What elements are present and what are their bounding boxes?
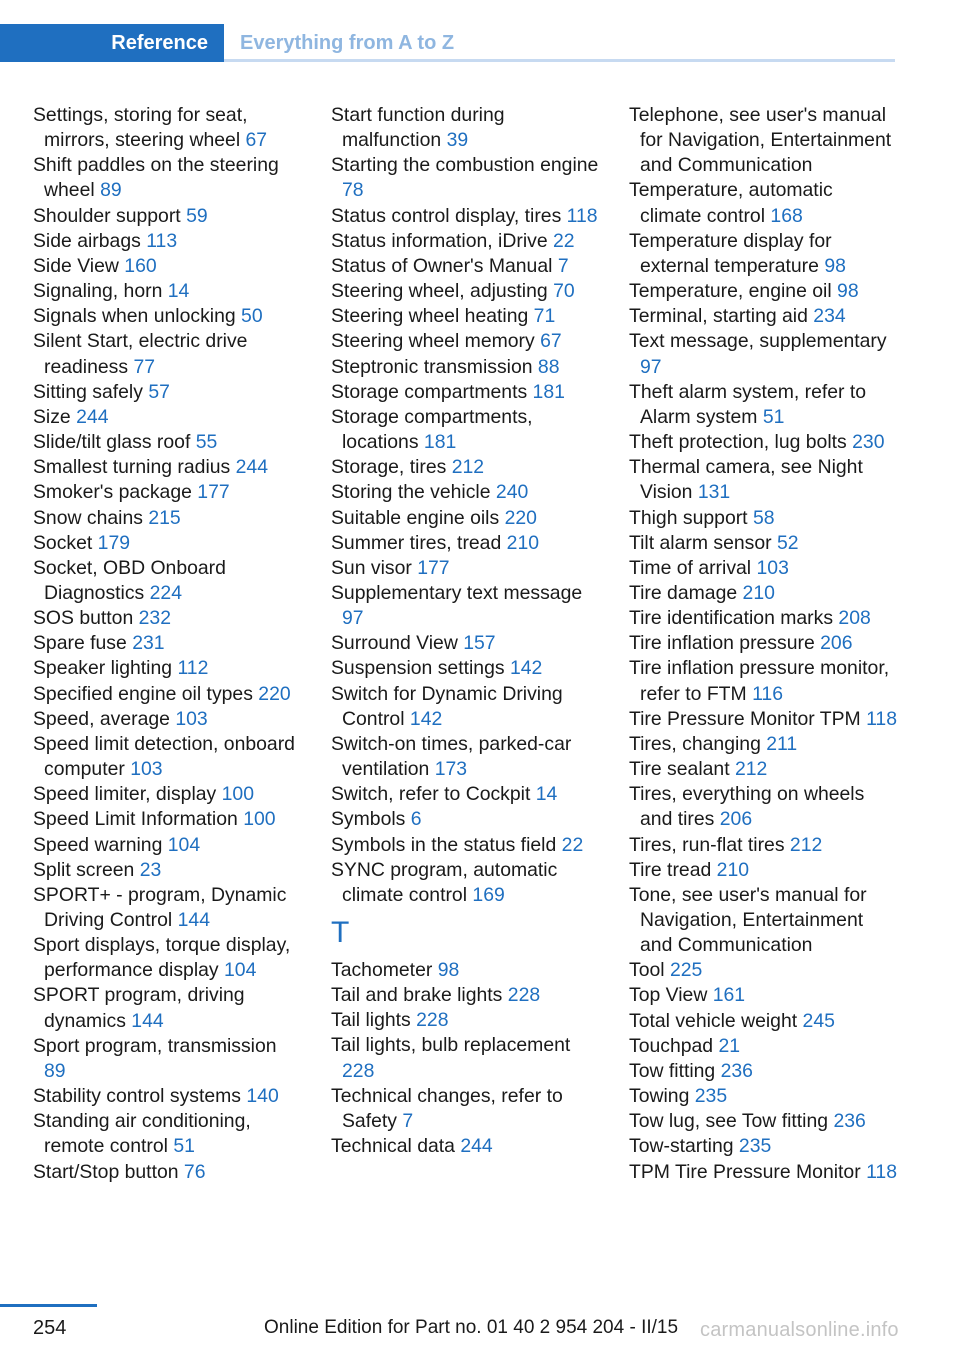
page-reference-link[interactable]: 77 xyxy=(133,355,156,378)
page-reference-link[interactable]: 21 xyxy=(718,1034,741,1057)
index-entry-text: Tire inflation pressure monitor, refer to FTM xyxy=(629,657,890,705)
index-entry xyxy=(331,1008,599,1033)
index-entry xyxy=(629,455,897,505)
page-reference-link[interactable]: 118 xyxy=(566,204,598,227)
index-entry xyxy=(331,1033,599,1083)
index-entry xyxy=(629,556,897,581)
index-entry xyxy=(331,480,599,505)
index-entry xyxy=(331,732,599,782)
page-reference-link[interactable]: 160 xyxy=(124,254,157,277)
index-entry-text: Sitting safely xyxy=(33,380,143,403)
page-reference-link[interactable]: 140 xyxy=(246,1085,279,1108)
index-entry xyxy=(331,506,599,531)
section-tab[interactable]: Reference xyxy=(0,24,224,62)
index-entry-text: Tone, see user's manual for Navigation, Entertainment and Communication xyxy=(629,883,867,957)
index-entry xyxy=(331,204,599,229)
index-entry xyxy=(629,279,897,304)
page-reference-link[interactable]: 240 xyxy=(495,481,529,504)
page-reference-link[interactable]: 212 xyxy=(789,833,823,856)
index-entry-text: Side View xyxy=(33,254,119,277)
index-entry xyxy=(629,531,897,556)
page-reference-link[interactable]: 98 xyxy=(437,959,460,981)
index-entry xyxy=(331,682,599,732)
page-reference-link[interactable]: 234 xyxy=(813,305,846,328)
index-entry-text: Spare fuse xyxy=(33,632,127,655)
page-reference-link[interactable]: 206 xyxy=(820,632,853,655)
index-entry xyxy=(331,455,599,480)
index-entry xyxy=(629,958,897,983)
index-entry xyxy=(629,707,897,732)
index-entry xyxy=(629,229,897,279)
index-entry-text: Symbols xyxy=(331,808,406,831)
page-reference-link[interactable]: 7 xyxy=(557,254,569,277)
index-entry-text: Supplementary text message xyxy=(331,581,583,604)
index-entry xyxy=(33,556,301,606)
page-reference-link[interactable]: 23 xyxy=(139,858,162,881)
page-reference-link[interactable]: 177 xyxy=(417,556,450,579)
page-reference-link[interactable]: 104 xyxy=(224,959,257,982)
page-reference-link[interactable]: 50 xyxy=(241,305,263,328)
page-reference-link[interactable]: 6 xyxy=(410,808,422,831)
page-reference-link[interactable]: 232 xyxy=(138,607,171,630)
index-entry-text: Settings, storing for seat, mirrors, steering wheel xyxy=(33,104,248,152)
index-entry xyxy=(331,279,599,304)
index-entry-text: Suitable engine oils xyxy=(331,506,500,529)
index-entry xyxy=(629,581,897,606)
page-reference-link[interactable]: 228 xyxy=(507,984,541,1007)
index-entry-text: Tow lug, see Tow fitting xyxy=(629,1110,829,1133)
page-reference-link[interactable]: 22 xyxy=(561,833,584,856)
index-entry xyxy=(331,556,599,581)
page-reference-link[interactable]: 52 xyxy=(776,531,799,554)
index-entry xyxy=(33,606,301,631)
index-entry xyxy=(331,531,599,556)
index-entry xyxy=(33,304,301,329)
index-entry xyxy=(33,807,301,832)
page-header xyxy=(0,24,895,62)
page-reference-link[interactable]: 89 xyxy=(44,1059,66,1082)
page-reference-link[interactable]: 131 xyxy=(697,481,731,504)
index-entry-text: Tail and brake lights xyxy=(331,984,503,1007)
index-entry-text: Thermal camera, see Night Vision xyxy=(629,456,863,504)
index-entry xyxy=(629,833,897,858)
index-entry xyxy=(33,1109,301,1159)
page-reference-link[interactable]: 67 xyxy=(245,129,268,152)
index-entry xyxy=(33,656,301,681)
page-reference-link[interactable]: 224 xyxy=(149,581,182,604)
index-entry-text: Surround View xyxy=(331,632,458,655)
index-entry-text: TPM Tire Pressure Monitor xyxy=(629,1160,861,1183)
index-entry xyxy=(331,656,599,681)
page-reference-link[interactable]: 144 xyxy=(131,1009,164,1032)
index-entry xyxy=(629,606,897,631)
index-entry xyxy=(331,329,599,354)
page-reference-link[interactable]: 113 xyxy=(146,229,178,252)
index-entry-text: Tail lights, bulb replacement xyxy=(331,1034,571,1057)
page-reference-link[interactable]: 78 xyxy=(342,179,364,202)
page-reference-link[interactable]: 206 xyxy=(719,808,753,831)
index-entry xyxy=(33,204,301,229)
page-reference-link[interactable]: 228 xyxy=(342,1059,375,1082)
index-entry-text: SOS button xyxy=(33,607,134,630)
page-reference-link[interactable]: 112 xyxy=(177,657,209,680)
index-entry-text: Status of Owner's Manual xyxy=(331,254,553,277)
page-reference-link[interactable]: 230 xyxy=(852,431,885,454)
index-entry-text: Time of arrival xyxy=(629,556,752,579)
page-reference-link[interactable]: 103 xyxy=(130,758,163,781)
index-entry-text: Technical data xyxy=(331,1135,455,1158)
index-entry xyxy=(331,153,599,203)
index-entry-text: Silent Start, electric drive readiness xyxy=(33,330,248,378)
index-entry-text: Switch, refer to Cockpit xyxy=(331,783,531,806)
index-entry-text: Signals when unlocking xyxy=(33,305,236,328)
index-entry-text: Touchpad xyxy=(629,1034,714,1057)
page-reference-link[interactable]: 98 xyxy=(837,280,859,303)
index-entry-text: Storage, tires xyxy=(331,456,447,479)
index-entry-text: Split screen xyxy=(33,858,135,881)
page-reference-link[interactable]: 245 xyxy=(802,1009,835,1032)
page-reference-link[interactable]: 161 xyxy=(712,984,746,1007)
index-entry xyxy=(331,807,599,832)
index-entry-text: Sport displays, torque display, performance display xyxy=(33,934,291,982)
index-letter-heading: T xyxy=(331,916,350,949)
index-column-3 xyxy=(629,103,897,1185)
page-reference-link[interactable]: 157 xyxy=(463,632,496,655)
page-reference-link[interactable]: 71 xyxy=(533,305,556,328)
index-entry xyxy=(629,1009,897,1034)
page-reference-link[interactable]: 220 xyxy=(504,506,537,529)
index-entry xyxy=(629,1084,897,1109)
index-entry-text: Speed, average xyxy=(33,707,170,730)
page-reference-link[interactable]: 177 xyxy=(197,481,230,504)
page-reference-link[interactable]: 181 xyxy=(423,431,457,454)
index-entry xyxy=(629,1034,897,1059)
index-entry-text: Tow fitting xyxy=(629,1059,716,1082)
index-entry-text: Total vehicle weight xyxy=(629,1009,798,1032)
index-entry-text: Top View xyxy=(629,984,708,1007)
index-entry xyxy=(331,631,599,656)
page-reference-link[interactable]: 118 xyxy=(866,707,897,730)
page-reference-link[interactable]: 89 xyxy=(100,179,122,202)
index-entry-text: Switch-on times, parked-car ventilation xyxy=(331,732,572,781)
index-entry xyxy=(629,983,897,1008)
index-entry xyxy=(33,531,301,556)
index-entry xyxy=(33,1034,301,1084)
index-entry xyxy=(629,757,897,782)
index-entry xyxy=(33,405,301,430)
index-entry xyxy=(629,732,897,757)
index-entry xyxy=(629,858,897,883)
watermark: carmanualsonline.info xyxy=(700,1319,899,1341)
page-reference-link[interactable]: 22 xyxy=(553,229,575,252)
index-entry-text: Side airbags xyxy=(33,229,141,252)
index-entry xyxy=(629,178,897,228)
page-reference-link[interactable]: 51 xyxy=(173,1135,195,1158)
index-entry xyxy=(33,229,301,254)
page-reference-link[interactable]: 210 xyxy=(742,581,775,604)
index-entry-text: SPORT+ - program, Dynamic Driving Control xyxy=(33,883,287,931)
index-entry-text: Temperature, automatic climate control xyxy=(629,179,833,227)
index-entry-text: Sun visor xyxy=(331,556,412,579)
index-entry-text: Speed limit detection, onboard computer xyxy=(33,732,295,781)
index-entry-text: Steering wheel heating xyxy=(331,305,529,328)
index-entry xyxy=(629,430,897,455)
page-reference-link[interactable]: 88 xyxy=(537,355,560,378)
page-reference-link[interactable]: 58 xyxy=(752,506,775,529)
index-entry xyxy=(33,858,301,883)
index-entry xyxy=(33,455,301,480)
page-reference-link[interactable]: 98 xyxy=(824,254,846,277)
index-entry-text: Temperature, engine oil xyxy=(629,280,832,303)
index-entry-text: Tires, everything on wheels and tires xyxy=(629,783,865,831)
index-entry xyxy=(33,254,301,279)
index-entry xyxy=(33,933,301,983)
index-entry-text: Theft alarm system, refer to Alarm system xyxy=(629,380,867,428)
page-reference-link[interactable]: 220 xyxy=(258,682,291,705)
index-entry xyxy=(33,430,301,455)
index-entry-text: Tow-starting xyxy=(629,1135,734,1158)
header-rule xyxy=(224,59,895,62)
index-entry-text: Tail lights xyxy=(331,1009,411,1032)
index-entry xyxy=(33,329,301,379)
index-column-1 xyxy=(33,103,301,1185)
page-reference-link[interactable]: 97 xyxy=(342,607,364,630)
page-reference-link[interactable]: 97 xyxy=(640,355,662,378)
page-reference-link[interactable]: 244 xyxy=(76,405,109,428)
index-entry-text: Signaling, horn xyxy=(33,280,163,303)
page-reference-link[interactable]: 244 xyxy=(460,1135,493,1158)
index-entry xyxy=(33,707,301,732)
index-entry-text: Status control display, tires xyxy=(331,204,562,227)
index-entry-text: Tire tread xyxy=(629,858,712,881)
index-entry-text: Tires, run-flat tires xyxy=(629,833,785,856)
index-entry-text: Starting the combustion engine xyxy=(331,154,599,177)
page-reference-link[interactable]: 142 xyxy=(509,657,543,680)
index-entry-text: Status information, iDrive xyxy=(331,229,548,252)
page-reference-link[interactable]: 236 xyxy=(720,1059,753,1082)
index-entry-text: Tire sealant xyxy=(629,758,730,781)
index-entry-text: Storage compartments xyxy=(331,380,528,403)
index-entry-text: SPORT program, driving dynamics xyxy=(33,984,245,1032)
index-entry xyxy=(331,229,599,254)
page-reference-link[interactable]: 14 xyxy=(167,280,190,303)
index-entry xyxy=(331,782,599,807)
index-entry-text: Tire Pressure Monitor TPM xyxy=(629,707,861,730)
index-entry-text: Symbols in the status field xyxy=(331,833,557,856)
index-entry-text: Specified engine oil types xyxy=(33,682,253,705)
index-entry xyxy=(629,304,897,329)
index-entry-text: Start/Stop button xyxy=(33,1160,179,1183)
index-entry-text: Technical changes, refer to Safety xyxy=(331,1084,563,1132)
index-entry-text: Shift paddles on the steering wheel xyxy=(33,154,279,202)
index-entry-text: Tire identification marks xyxy=(629,607,834,630)
index-entry-text: Suspension settings xyxy=(331,657,505,680)
index-entry xyxy=(629,1134,897,1159)
index-entry xyxy=(629,1109,897,1134)
page-reference-link[interactable]: 57 xyxy=(148,380,170,403)
index-entry xyxy=(33,732,301,782)
index-column-2 xyxy=(331,103,599,1159)
page-reference-link[interactable]: 212 xyxy=(734,758,768,781)
index-entry xyxy=(331,405,599,455)
index-entry xyxy=(629,1160,897,1185)
page-reference-link[interactable]: 144 xyxy=(177,909,210,931)
index-entry-text: Speed limiter, display xyxy=(33,783,217,806)
page-reference-link[interactable]: 67 xyxy=(540,330,562,353)
page-reference-link[interactable]: 211 xyxy=(766,732,798,755)
page-reference-link[interactable]: 244 xyxy=(235,456,268,479)
index-entry-text: Text message, supplementary xyxy=(629,330,887,353)
footer-rule xyxy=(0,1304,97,1307)
index-entry xyxy=(33,279,301,304)
page-reference-link[interactable]: 142 xyxy=(409,707,443,730)
index-entry xyxy=(33,782,301,807)
index-entry xyxy=(331,103,599,153)
index-entry xyxy=(629,506,897,531)
page-reference-link[interactable]: 210 xyxy=(506,531,540,554)
index-entry-text: Snow chains xyxy=(33,506,143,529)
index-entry xyxy=(33,103,301,153)
index-entry xyxy=(331,833,599,858)
index-entry-text: Steering wheel memory xyxy=(331,330,535,353)
index-entry xyxy=(629,782,897,832)
page-reference-link[interactable]: 210 xyxy=(716,858,750,881)
page-reference-link[interactable]: 235 xyxy=(738,1135,772,1158)
page-reference-link[interactable]: 236 xyxy=(833,1110,866,1133)
index-entry xyxy=(33,153,301,203)
page-reference-link[interactable]: 168 xyxy=(770,204,803,227)
page-reference-link[interactable]: 116 xyxy=(752,682,783,705)
index-entry xyxy=(331,380,599,405)
page-reference-link[interactable]: 14 xyxy=(535,783,558,806)
index-entry xyxy=(33,480,301,505)
index-entry-text: Towing xyxy=(629,1085,690,1108)
page-reference-link[interactable]: 100 xyxy=(221,783,254,806)
page-reference-link[interactable]: 39 xyxy=(446,129,469,152)
index-entry xyxy=(331,254,599,279)
page-reference-link[interactable]: 7 xyxy=(402,1109,414,1132)
index-entry xyxy=(33,1084,301,1109)
index-entry-text: Start function during malfunction xyxy=(331,104,505,152)
index-entry-text: Smallest turning radius xyxy=(33,456,231,479)
index-entry-text: Tire inflation pressure xyxy=(629,632,815,655)
index-entry-text: Tire damage xyxy=(629,581,738,604)
page-number: 254 xyxy=(33,1317,67,1339)
index-entry-text: Speed warning xyxy=(33,833,163,856)
index-entry xyxy=(331,958,599,983)
index-entry-text: Telephone, see user's manual for Navigation, Entertainment and Communication xyxy=(629,104,892,177)
index-entry-text: Socket, OBD Onboard Diagnostics xyxy=(33,556,226,604)
page-reference-link[interactable]: 173 xyxy=(434,758,468,781)
index-entry-text: Shoulder support xyxy=(33,204,181,227)
index-entry-text: Storing the vehicle xyxy=(331,481,491,504)
page-reference-link[interactable]: 212 xyxy=(451,456,485,479)
index-entry-text: Speaker lighting xyxy=(33,657,173,680)
index-entry xyxy=(33,682,301,707)
index-entry-text: SYNC program, automatic climate control xyxy=(331,858,558,906)
page-reference-link[interactable]: 51 xyxy=(762,405,785,428)
index-entry-text: Tool xyxy=(629,959,665,982)
index-entry-text: Speed Limit Information xyxy=(33,808,238,831)
index-entry-text: Theft protection, lug bolts xyxy=(629,431,847,454)
index-entry xyxy=(331,1084,599,1134)
index-entry xyxy=(629,103,897,178)
index-entry xyxy=(629,329,897,379)
edition-note: Online Edition for Part no. 01 40 2 954 204 - II/15 xyxy=(264,1317,679,1338)
index-entry xyxy=(33,983,301,1033)
index-entry xyxy=(629,380,897,430)
index-entry-text: Tilt alarm sensor xyxy=(629,531,772,554)
section-subtitle: Everything from A to Z xyxy=(240,32,455,54)
index-entry-text: Slide/tilt glass roof xyxy=(33,431,191,454)
index-entry xyxy=(331,1134,599,1159)
index-entry-text: Sport program, transmission xyxy=(33,1034,277,1057)
index-entry-text: Storage compartments, locations xyxy=(331,405,533,454)
index-entry xyxy=(331,858,599,908)
page-reference-link[interactable]: 215 xyxy=(148,506,181,529)
index-entry-text: Socket xyxy=(33,531,93,554)
page-reference-link[interactable]: 100 xyxy=(243,808,276,831)
page-reference-link[interactable]: 228 xyxy=(416,1009,449,1032)
index-entry-text: Tachometer xyxy=(331,959,433,981)
page-reference-link[interactable]: 76 xyxy=(183,1160,206,1183)
page-reference-link[interactable]: 169 xyxy=(472,883,505,906)
index-entry xyxy=(629,1059,897,1084)
page-reference-link[interactable]: 231 xyxy=(132,632,165,655)
index-entry xyxy=(331,355,599,380)
index-entry xyxy=(33,883,301,933)
index-entry xyxy=(33,380,301,405)
index-entry xyxy=(33,833,301,858)
index-entry-text: Smoker's package xyxy=(33,481,192,504)
index-entry xyxy=(331,581,599,631)
index-entry xyxy=(331,304,599,329)
index-entry xyxy=(33,506,301,531)
page-reference-link[interactable]: 181 xyxy=(532,380,565,403)
page-reference-link[interactable]: 179 xyxy=(97,531,131,554)
page-reference-link[interactable]: 104 xyxy=(167,833,201,856)
page-reference-link[interactable]: 103 xyxy=(756,556,789,579)
index-entry xyxy=(629,656,897,706)
index-entry-text: Steptronic transmission xyxy=(331,355,533,378)
index-entry-text: Stability control systems xyxy=(33,1085,241,1108)
page-reference-link[interactable]: 55 xyxy=(195,431,218,454)
page-reference-link[interactable]: 59 xyxy=(186,204,208,227)
page-reference-link[interactable]: 118 xyxy=(866,1160,897,1183)
index-entry-text: Tires, changing xyxy=(629,732,761,755)
page-reference-link[interactable]: 103 xyxy=(175,707,208,730)
index-entry-text: Steering wheel, adjusting xyxy=(331,280,548,303)
index-entry-text: Thigh support xyxy=(629,506,748,529)
index-entry-text: Switch for Dynamic Driving Control xyxy=(331,682,563,730)
index-entry-text: Temperature display for external temperature xyxy=(629,229,832,277)
index-entry-text: Terminal, starting aid xyxy=(629,305,808,328)
index-entry xyxy=(629,883,897,958)
page-reference-link[interactable]: 235 xyxy=(694,1085,728,1108)
page-reference-link[interactable]: 208 xyxy=(838,607,871,630)
index-entry-text: Standing air conditioning, remote control xyxy=(33,1110,251,1158)
index-entry-text: Summer tires, tread xyxy=(331,531,502,554)
index-entry-text: Size xyxy=(33,405,71,428)
page-reference-link[interactable]: 225 xyxy=(669,959,703,982)
page-reference-link[interactable]: 70 xyxy=(553,280,575,303)
index-entry xyxy=(629,631,897,656)
index-entry xyxy=(33,1160,301,1185)
index-entry xyxy=(331,983,599,1008)
index-entry xyxy=(33,631,301,656)
